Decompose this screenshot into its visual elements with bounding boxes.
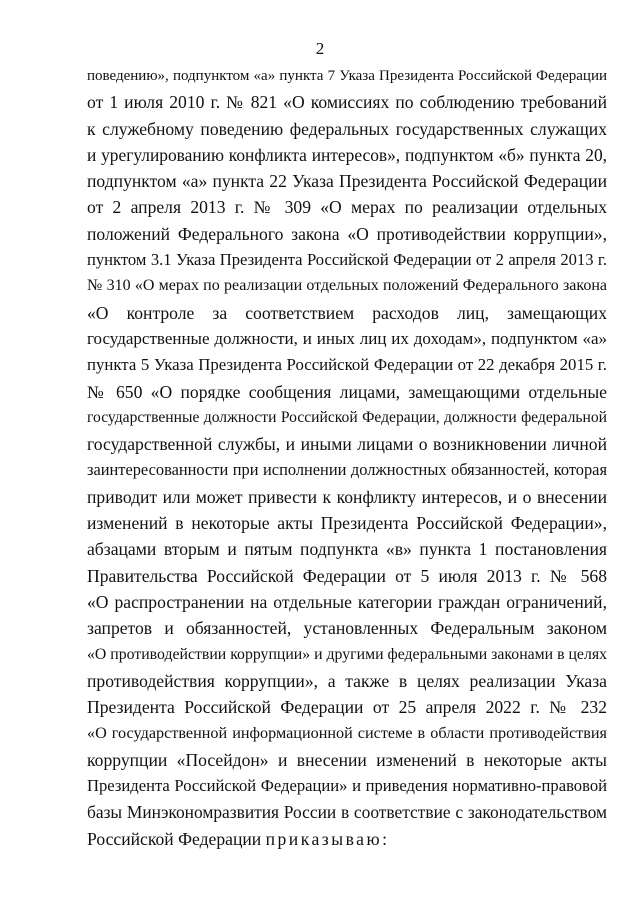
final-line-prefix: Российской Федерации — [87, 828, 266, 849]
text-line: Президента Российской Федерации» и приведения нормативно-правовой — [87, 776, 607, 796]
text-line: пунктом 3.1 Указа Президента Российской Федерации от 2 апреля 2013 г. — [87, 250, 607, 270]
text-line: абзацами вторым и пятым подпункта «в» пункта 1 постановления — [87, 539, 607, 560]
text-line: «О контроле за соответствием расходов лиц, замещающих — [87, 302, 607, 323]
text-line: государственные должности Российской Федерации, должности федеральной — [87, 408, 607, 426]
text-line: изменений в некоторые акты Президента Российской Федерации», — [87, 513, 607, 534]
text-line: базы Минэкономразвития России в соответствие с законодательством — [87, 802, 607, 823]
text-line: к служебному поведению федеральных государственных служащих — [87, 118, 607, 139]
text-line: противодействия коррупции», а также в целях реализации Указа — [87, 670, 607, 691]
text-line: государственные должности, и иных лиц их доходам», подпунктом «а» — [87, 328, 607, 348]
text-line-final — [87, 826, 607, 852]
page-number: 2 — [315, 39, 325, 58]
text-line: № 310 «О мерах по реализации отдельных положений Федерального закона — [87, 277, 607, 295]
text-line: положений Федерального закона «О противодействии коррупции», — [87, 223, 607, 244]
text-line: поведению», подпунктом «а» пункта 7 Указа Президента Российской Федерации — [87, 68, 607, 84]
text-line: № 650 «О порядке сообщения лицами, замещающими отдельные — [87, 381, 607, 402]
text-line: государственной службы, и иными лицами о возникновении личной — [87, 434, 607, 455]
text-line: запретов и обязанностей, установленных Федеральным законом — [87, 618, 607, 639]
text-line: и урегулированию конфликта интересов», подпунктом «б» пункта 20, — [87, 144, 607, 165]
text-line: «О государственной информационной системе в области противодействия — [87, 724, 607, 743]
text-line: «О противодействии коррупции» и другими федеральными законами в целях — [87, 645, 607, 663]
text-line: подпунктом «а» пункта 22 Указа Президента Российской Федерации — [87, 171, 607, 192]
order-word: приказываю — [265, 828, 383, 849]
final-line-suffix: : — [382, 828, 388, 849]
text-line: от 1 июля 2010 г. № 821 «О комиссиях по соблюдению требований — [87, 92, 607, 113]
text-line: Правительства Российской Федерации от 5 июля 2013 г. № 568 — [87, 565, 607, 586]
text-line: пункта 5 Указа Президента Российской Федерации от 22 декабря 2015 г. — [87, 355, 607, 375]
text-line: коррупции «Посейдон» и внесении изменений в некоторые акты — [87, 749, 607, 770]
text-line: Президента Российской Федерации от 25 апреля 2022 г. № 232 — [87, 697, 607, 718]
text-line: «О распространении на отдельные категории граждан ограничений, — [87, 591, 607, 612]
text-line: заинтересованности при исполнении должностных обязанностей, которая — [87, 460, 607, 480]
text-line: приводит или может привести к конфликту интересов, и о внесении — [87, 486, 607, 507]
document-body — [87, 63, 607, 852]
text-line: от 2 апреля 2013 г. № 309 «О мерах по реализации отдельных — [87, 197, 607, 218]
